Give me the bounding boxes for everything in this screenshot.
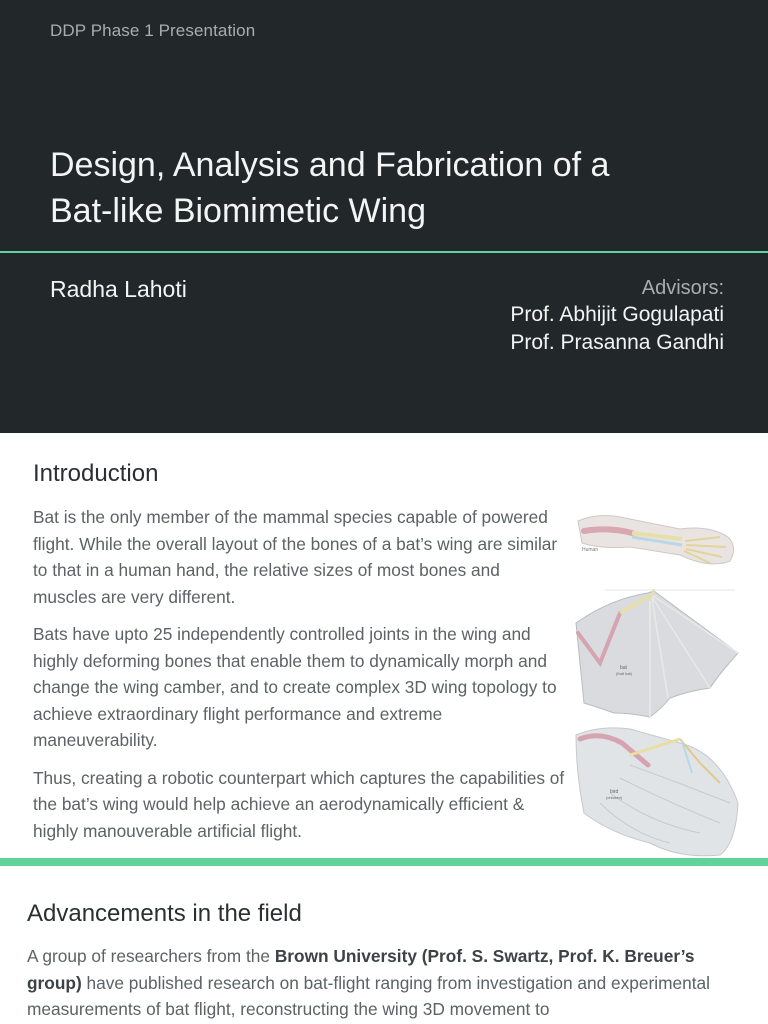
advancements-section — [0, 866, 768, 1024]
advisors-label: Advisors: — [641, 277, 724, 299]
advisor-name: Prof. Abhijit Gogulapati — [510, 303, 724, 326]
section-divider-band — [0, 858, 768, 866]
wing-anatomy-illustration — [570, 503, 745, 858]
title-line-2: Bat-like Biomimetic Wing — [50, 192, 426, 230]
human-label: Human — [582, 547, 599, 553]
bird-wing-illustration — [576, 728, 738, 856]
introduction-paragraph: Bats have upto 25 independently controlled joints in the wing and highly deforming bones that enable them to dynamically morph and change the wing camber, and to create complex 3D wing topology to achieve extraordinary flight performance and extreme maneuverability. — [33, 624, 557, 750]
presentation-kicker: DDP Phase 1 Presentation — [50, 21, 256, 40]
advancements-heading: Advancements in the field — [27, 900, 302, 927]
title-section — [0, 0, 768, 433]
introduction-text — [33, 504, 568, 855]
advancements-text-bold: Brown University (Prof. S. Swartz, Prof. K. Breuer’s group) — [27, 946, 695, 993]
advisors-block — [510, 275, 724, 357]
bat-sublabel: (fruit bat) — [616, 671, 633, 676]
human-arm-illustration — [578, 515, 734, 563]
introduction-paragraph: Thus, creating a robotic counterpart which captures the capabilities of the bat’s wing would help achieve an aerodynamically efficient & highly manouverable artificial flight. — [33, 767, 565, 841]
title-divider — [0, 251, 768, 253]
bird-label: bird — [610, 789, 619, 795]
author-name: Radha Lahoti — [50, 276, 187, 302]
introduction-section — [0, 433, 768, 858]
anatomy-figure — [570, 503, 745, 858]
advancements-text-end: have published research on bat-flight ranging from investigation and experimental measurements of bat flight, reconstructing the wing 3D movement to — [27, 972, 710, 1019]
advancements-paragraph — [27, 943, 742, 1023]
bat-label: bat — [620, 665, 627, 671]
bird-sublabel: (chicken) — [606, 795, 623, 800]
advisor-name: Prof. Prasanna Gandhi — [510, 331, 724, 354]
advancements-text-start: A group of researchers from the — [27, 946, 275, 966]
introduction-heading: Introduction — [33, 460, 159, 487]
introduction-paragraph: Bat is the only member of the mammal species capable of powered flight. While the overall layout of the bones of a bat’s wing are similar to that in a human hand, the relative sizes of most bones and muscles are very different. — [33, 507, 558, 607]
bat-wing-illustration — [576, 589, 738, 717]
presentation-title — [50, 142, 730, 234]
title-line-1: Design, Analysis and Fabrication of a — [50, 146, 610, 184]
